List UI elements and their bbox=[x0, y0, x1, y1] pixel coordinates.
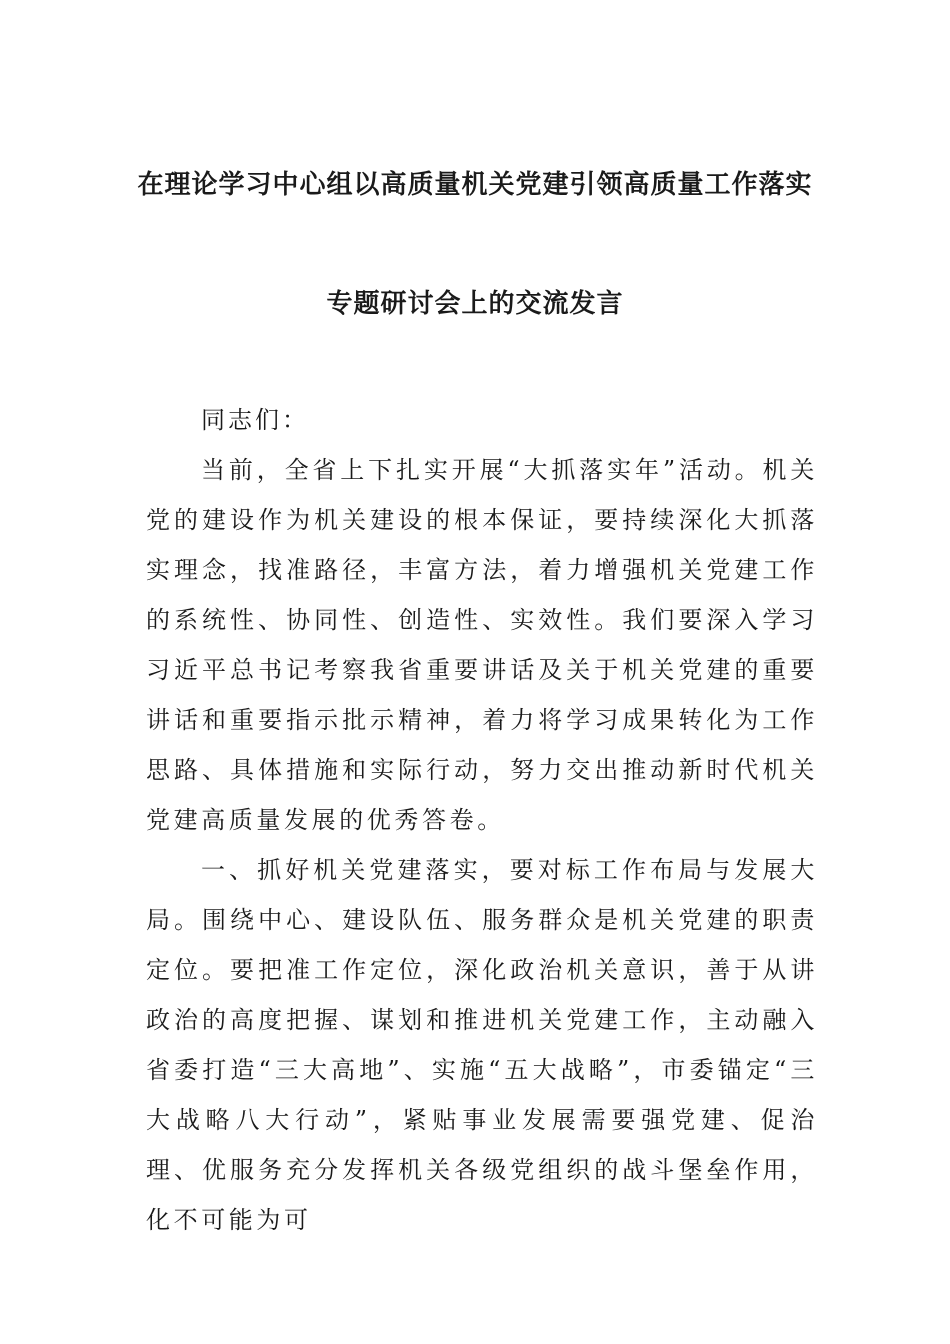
paragraph-1: 当前，全省上下扎实开展“大抓落实年”活动。机关党的建设作为机关建设的根本保证，要持续深化大抓落实理念，找准路径，丰富方法，着力增强机关党建工作的系统性、协同性、创造性、实效性。我们要深入学习习近平总书记考察我省重要讲话及关于机关党建的重要讲话和重要指示批示精神，着力将学习成果转化为工作思路、具体措施和实际行动，努力交出推动新时代机关党建高质量发展的优秀答卷。 bbox=[146, 456, 818, 834]
salutation: 同志们： bbox=[201, 406, 309, 434]
document-title-line-1: 在理论学习中心组以高质量机关党建引领高质量工作落实 bbox=[137, 170, 813, 200]
document-title-line-2: 专题研讨会上的交流发言 bbox=[326, 289, 624, 319]
document-body bbox=[146, 395, 818, 1245]
paragraph-2: 一、抓好机关党建落实，要对标工作布局与发展大局。围绕中心、建设队伍、服务群众是机关党建的职责定位。要把准工作定位，深化政治机关意识，善于从讲政治的高度把握、谋划和推进机关党建工作，主动融入省委打造“三大高地”、实施“五大战略”，市委锚定“三大战略八大行动”，紧贴事业发展需要强党建、促治理、优服务充分发挥机关各级党组织的战斗堡垒作用，化不可能为可 bbox=[146, 856, 818, 1234]
